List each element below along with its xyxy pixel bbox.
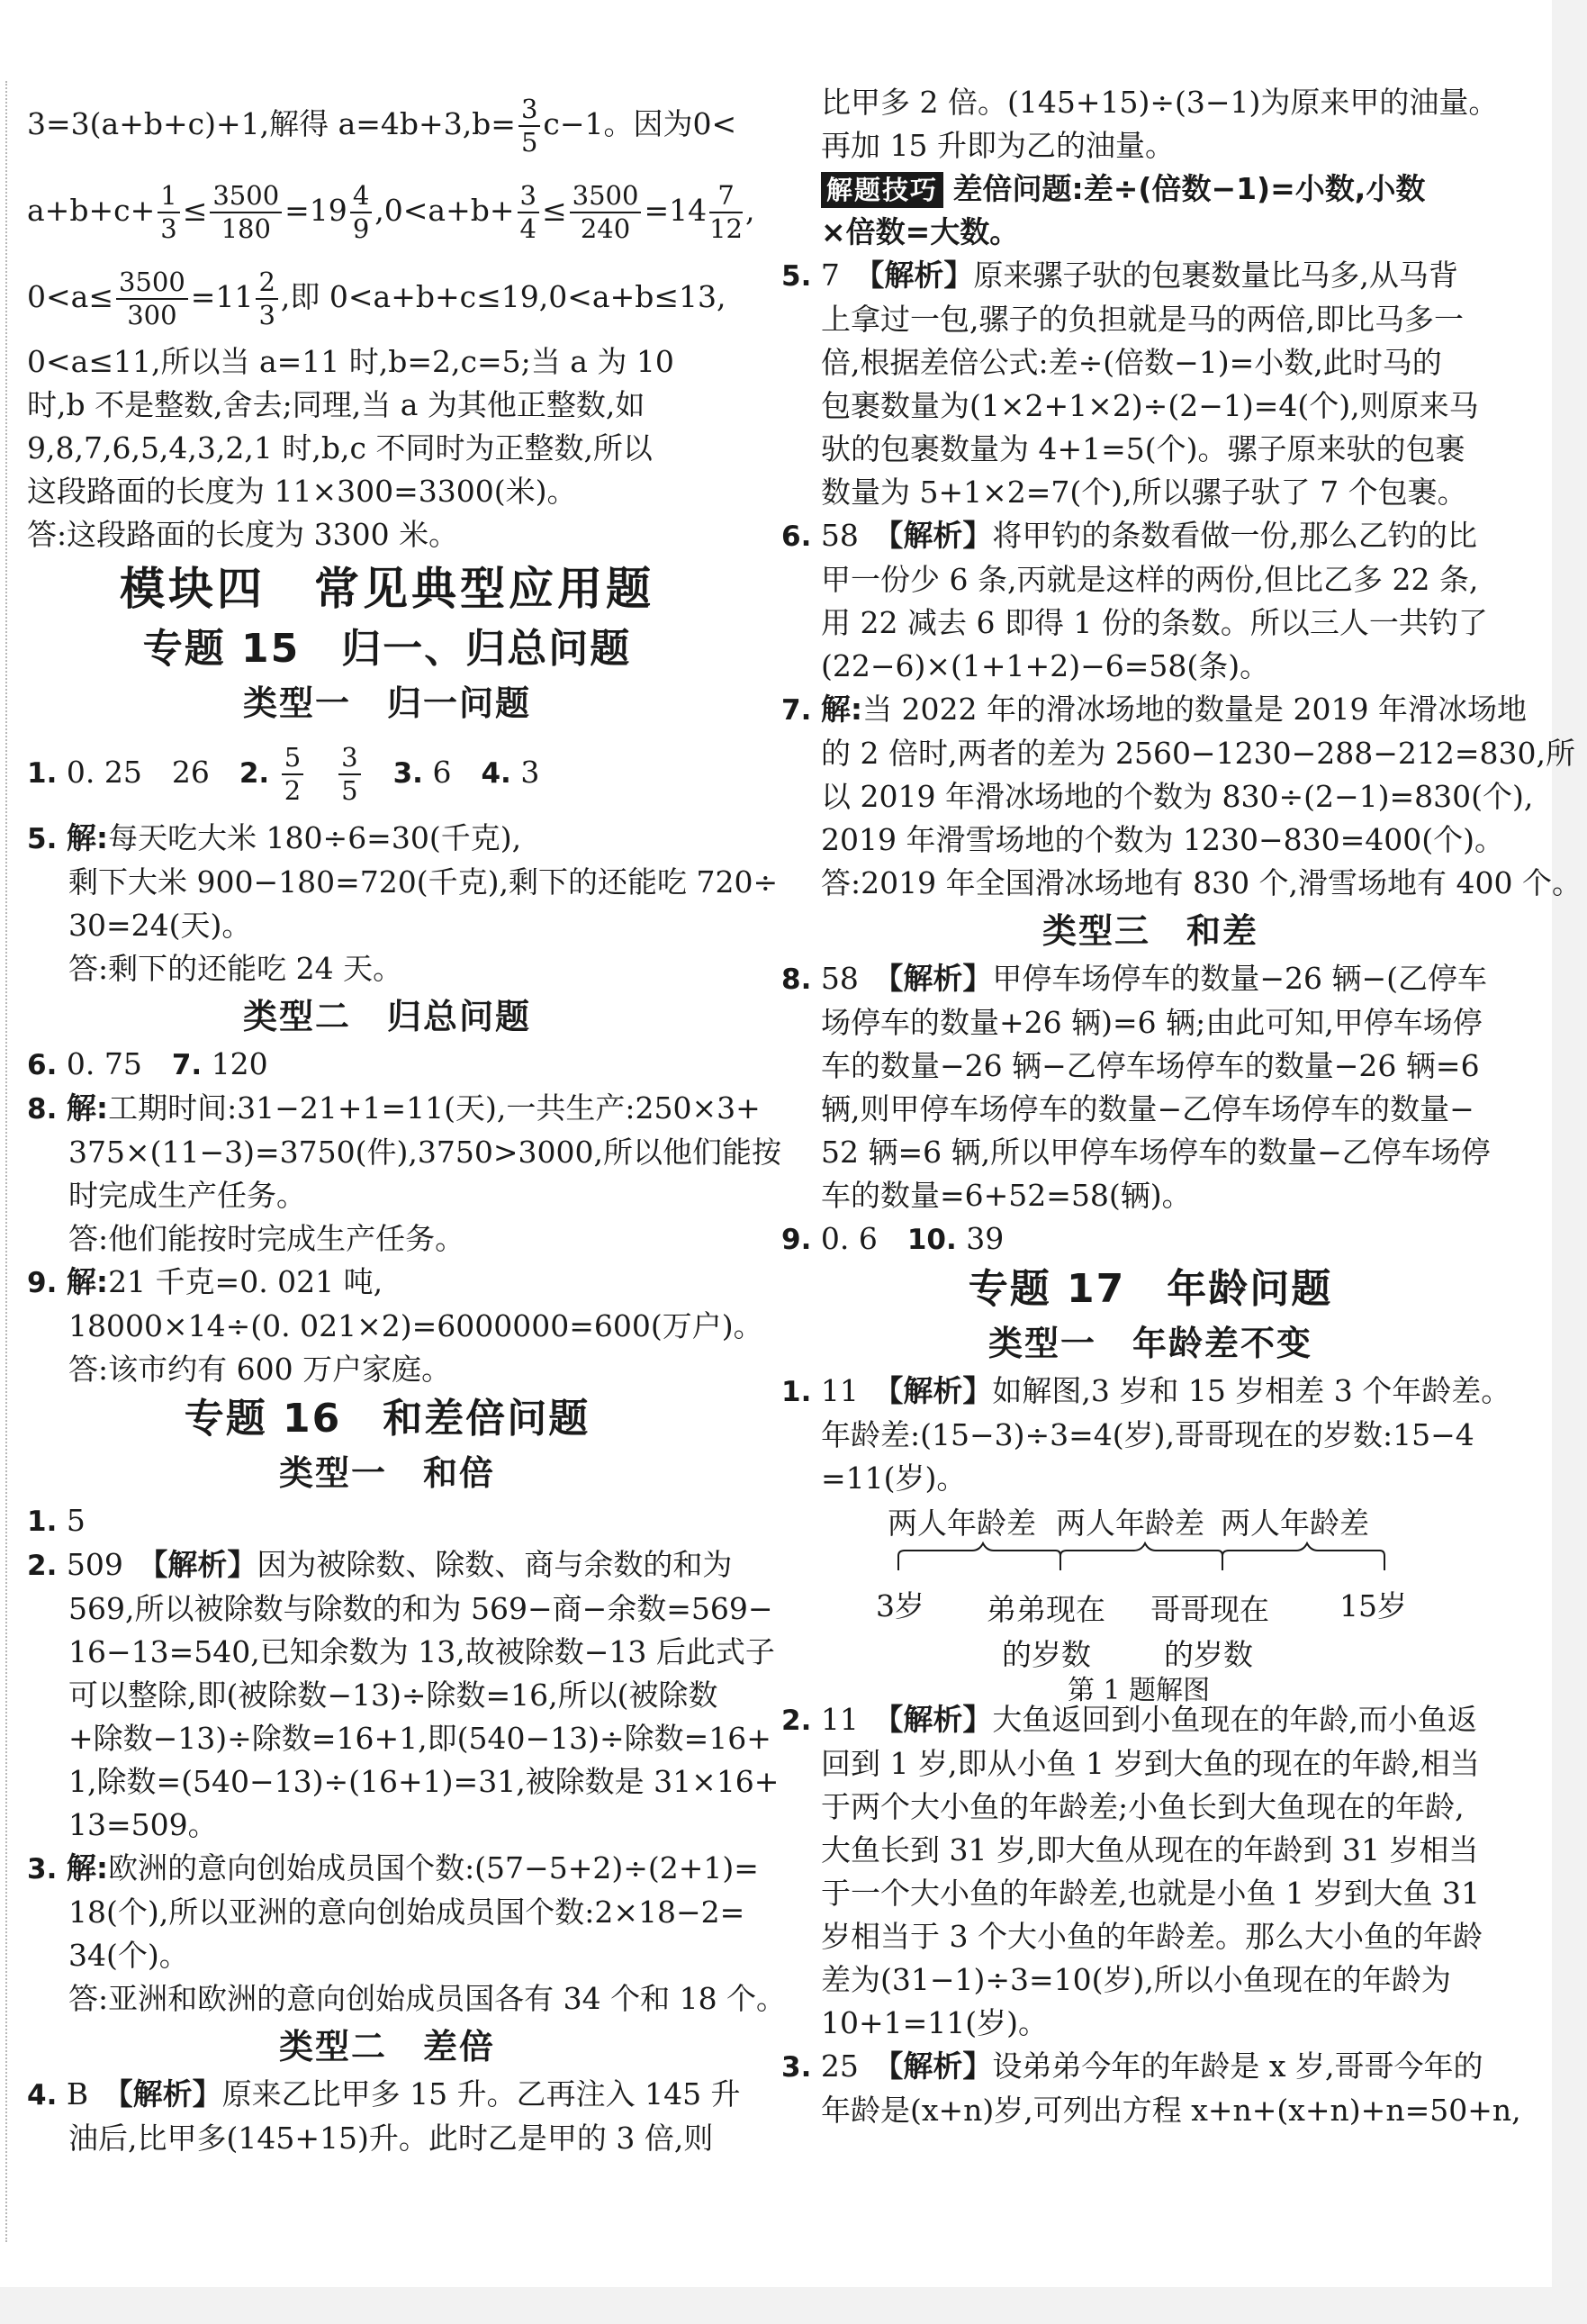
answer-line: 5. 解:每天吃大米 180÷6=30(千克), — [27, 820, 522, 855]
topic-title: 专题 15 归一、归总问题 — [142, 626, 632, 672]
older-brother-label: 的岁数 — [1164, 1637, 1253, 1672]
text-line: 差为(31−1)÷3=10(岁),所以小鱼现在的年龄为 — [821, 1962, 1451, 1997]
left-column — [27, 81, 787, 2160]
text-line: 9,8,7,6,5,4,3,2,1 时,b,c 不同时为正整数,所以 — [27, 430, 653, 466]
brace-label: 两人年龄差 — [1056, 1506, 1204, 1541]
text-line: 辆,则甲停车场停车的数量−乙停车场停车的数量− — [821, 1091, 1474, 1126]
tip-label: 解题技巧 — [821, 172, 943, 208]
type-heading: 类型三 和差 — [1041, 911, 1258, 951]
end-age-label: 15岁 — [1339, 1588, 1407, 1623]
text-line: 569,所以被除数与除数的和为 569−商−余数=569− — [68, 1591, 773, 1626]
text-line: 剩下大米 900−180=720(千克),剩下的还能吃 720÷ — [68, 864, 779, 900]
text-line: 30=24(天)。 — [68, 908, 252, 943]
brace-2 — [1060, 1543, 1222, 1570]
text-line: 2019 年滑雪场地的个数为 1230−830=400(个)。 — [821, 822, 1504, 857]
brace-1 — [898, 1543, 1060, 1570]
fraction: $\frac{3500}{300}$ — [116, 269, 188, 329]
text-line: 再加 15 升即为乙的油量。 — [821, 128, 1175, 163]
text-line: 倍,根据差倍公式:差÷(倍数−1)=小数,此时马的 — [821, 345, 1442, 380]
answer-line: 1. 0. 25 26 2. $\frac{5}{2}$ $\frac{3}{5}$ 3. 6 4. 3 — [27, 742, 540, 806]
text-line: 34(个)。 — [68, 1938, 189, 1973]
brace-label: 两人年龄差 — [888, 1506, 1036, 1541]
text-line: 大鱼长到 31 岁,即大鱼从现在的年龄到 31 岁相当 — [821, 1832, 1479, 1867]
text-line: 答:该市约有 600 万户家庭。 — [68, 1352, 452, 1387]
text-line: 数量为 5+1×2=7(个),所以骡子驮了 7 个包裹。 — [821, 475, 1467, 510]
text-line: 比甲多 2 倍。(145+15)÷(3−1)为原来甲的油量。 — [821, 85, 1499, 120]
text-line: 16−13=540,已知余数为 13,故被除数−13 后此式子 — [68, 1634, 775, 1669]
text-line: 0<a≤11,所以当 a=11 时,b=2,c=5;当 a 为 10 — [27, 344, 674, 379]
text-line: 上拿过一包,骡子的负担就是马的两倍,即比马多一 — [821, 302, 1464, 337]
text-line: 13=509。 — [68, 1807, 218, 1842]
text-line: 的 2 倍时,两者的差为 2560−1230−288−212=830,所 — [821, 736, 1575, 771]
text-line: 可以整除,即(被除数−13)÷除数=16,所以(被除数 — [68, 1677, 718, 1713]
text-line: 答:他们能按时完成生产任务。 — [68, 1221, 465, 1256]
fraction: $\frac{3}{5}$ — [518, 96, 540, 156]
answer-line: 6. 0. 75 7. 120 — [27, 1046, 268, 1081]
text-line: 10+1=11(岁)。 — [821, 2005, 1049, 2040]
answer-line: 1. 5 — [27, 1503, 86, 1538]
text-line: 于两个大小鱼的年龄差;小鱼长到大鱼现在的年龄, — [821, 1789, 1465, 1824]
fraction: $\frac{2}{3}$ — [256, 269, 277, 329]
text-line: 场停车的数量+26 辆)=6 辆;由此可知,甲停车场停 — [821, 1005, 1483, 1040]
text-line: 用 22 减去 6 即得 1 份的条数。所以三人一共钓了 — [821, 605, 1488, 640]
answer-line: 2. 11 【解析】大鱼返回到小鱼现在的年龄,而小鱼返 — [781, 1702, 1477, 1737]
module-title: 模块四 常见典型应用题 — [120, 563, 654, 615]
older-brother-label: 哥哥现在 — [1150, 1592, 1269, 1627]
brace-3 — [1222, 1543, 1384, 1570]
younger-brother-label: 弟弟现在 — [987, 1592, 1105, 1627]
fraction: $\frac{5}{2}$ — [282, 745, 303, 804]
answer-line: 9. 0. 6 10. 39 — [781, 1221, 1005, 1256]
text-line: 以 2019 年滑冰场地的个数为 830÷(2−1)=830(个), — [821, 779, 1534, 814]
text-line: +除数−13)÷除数=16+1,即(540−13)÷除数=16+ — [68, 1721, 771, 1756]
fraction: $\frac{3}{4}$ — [518, 183, 539, 242]
text-line: 包裹数量为(1×2+1×2)÷(2−1)=4(个),则原来马 — [821, 388, 1479, 423]
diagram-caption: 第 1 题解图 — [1068, 1675, 1211, 1706]
text-line: 时,b 不是整数,舍去;同理,当 a 为其他正整数,如 — [27, 387, 645, 422]
text-line: 年龄是(x+n)岁,可列出方程 x+n+(x+n)+n=50+n, — [821, 2093, 1521, 2128]
text-line: 甲一份少 6 条,丙就是这样的两份,但比乙多 22 条, — [821, 562, 1479, 597]
text-line: 年龄差:(15−3)÷3=4(岁),哥哥现在的岁数:15−4 — [821, 1417, 1474, 1452]
answer-line: 3. 解:欧洲的意向创始成员国个数:(57−5+2)÷(2+1)= — [27, 1850, 759, 1885]
answer-line: 4. B 【解析】原来乙比甲多 15 升。乙再注入 145 升 — [27, 2076, 741, 2111]
text-line: 答:亚洲和欧洲的意向创始成员国各有 34 个和 18 个。 — [68, 1981, 787, 2016]
answer-line: 5. 7 【解析】原来骡子驮的包裹数量比马多,从马背 — [781, 258, 1458, 293]
text-line: 车的数量−26 辆−乙停车场停车的数量−26 辆=6 — [821, 1048, 1480, 1083]
topic-title: 专题 16 和差倍问题 — [184, 1396, 591, 1442]
type-heading: 类型二 差倍 — [278, 2027, 495, 2066]
text-line: (22−6)×(1+1+2)−6=58(条)。 — [821, 648, 1270, 683]
fraction: $\frac{3500}{180}$ — [210, 183, 282, 242]
answer-line: 7. 解:当 2022 年的滑冰场地的数量是 2019 年滑冰场地 — [781, 692, 1527, 727]
text-line: =11(岁)。 — [821, 1460, 967, 1496]
answer-line: 6. 58 【解析】将甲钓的条数看做一份,那么乙钓的比 — [781, 518, 1477, 553]
text-line: 18000×14÷(0. 021×2)=6000000=600(万户)。 — [68, 1308, 763, 1343]
age-difference-diagram — [781, 1500, 1519, 1706]
text-line: 3=3(a+b+c)+1,解得 a=4b+3,b= $\frac{3}{5}$ c−1。因为0< — [27, 94, 737, 158]
topic-title: 专题 17 年龄问题 — [968, 1266, 1333, 1312]
answer-line: 2. 509 【解析】因为被除数、除数、商与余数的和为 — [27, 1547, 733, 1582]
text-line: 375×(11−3)=3750(件),3750>3000,所以他们能按 — [68, 1135, 781, 1170]
younger-brother-label: 的岁数 — [1002, 1637, 1091, 1672]
type-heading: 类型一 年龄差不变 — [987, 1324, 1312, 1363]
text-line: 驮的包裹数量为 4+1=5(个)。骡子原来驮的包裹 — [821, 431, 1465, 466]
right-column — [781, 81, 1582, 2132]
fraction: $\frac{3500}{240}$ — [570, 183, 642, 242]
text-line: 答:这段路面的长度为 3300 米。 — [27, 517, 459, 552]
text-line: 这段路面的长度为 11×300=3300(米)。 — [27, 474, 577, 509]
text-line: 答:2019 年全国滑冰场地有 830 个,滑雪场地有 400 个。 — [821, 865, 1582, 900]
fraction: $\frac{3}{5}$ — [338, 745, 360, 804]
text-line: a+b+c+ $\frac{1}{3}$ ≤ $\frac{3500}{180}$ =19 $\frac{4}{9}$ ,0<a+b+ $\frac{3}{4}$ ≤ $\frac{3500}{240}$ =14 $\frac{7}{12}$ , — [27, 180, 755, 244]
brace-label: 两人年龄差 — [1221, 1506, 1369, 1541]
type-heading: 类型一 和倍 — [278, 1453, 495, 1493]
text-line: 时完成生产任务。 — [68, 1178, 306, 1213]
answer-line: 3. 25 【解析】设弟弟今年的年龄是 x 岁,哥哥今年的 — [781, 2048, 1483, 2084]
answer-line: 8. 解:工期时间:31−21+1=11(天),一共生产:250×3+ — [27, 1090, 761, 1126]
text-line: 油后,比甲多(145+15)升。此时乙是甲的 3 倍,则 — [68, 2121, 714, 2156]
answer-line: 8. 58 【解析】甲停车场停车的数量−26 辆−(乙停车 — [781, 961, 1488, 996]
start-age-label: 3岁 — [876, 1588, 924, 1623]
answer-line: 9. 解:21 千克=0. 021 吨, — [27, 1264, 383, 1299]
tip-line: 解题技巧 差倍问题:差÷(倍数−1)=小数,小数 — [781, 167, 1519, 211]
fraction: $\frac{1}{3}$ — [158, 183, 179, 242]
text-line: 答:剩下的还能吃 24 天。 — [68, 951, 403, 986]
fraction: $\frac{7}{12}$ — [709, 180, 743, 244]
fraction: $\frac{4}{9}$ — [350, 183, 372, 242]
answer-line: 1. 11 【解析】如解图,3 岁和 15 岁相差 3 个年龄差。 — [781, 1373, 1511, 1408]
text-line: 1,除数=(540−13)÷(16+1)=31,被除数是 31×16+ — [68, 1764, 780, 1799]
text-line: 岁相当于 3 个大小鱼的年龄差。那么大小鱼的年龄 — [821, 1919, 1483, 1954]
text-line: 52 辆=6 辆,所以甲停车场停车的数量−乙停车场停 — [821, 1135, 1491, 1170]
tip-line: ×倍数=大数。 — [821, 214, 1020, 249]
text-line: 于一个大小鱼的年龄差,也就是小鱼 1 岁到大鱼 31 — [821, 1876, 1480, 1911]
text-line: 0<a≤ $\frac{3500}{300}$ =11 $\frac{2}{3}$ ,即 0<a+b+c≤19,0<a+b≤13, — [27, 267, 726, 330]
text-line: 18(个),所以亚洲的意向创始成员国个数:2×18−2= — [68, 1894, 745, 1930]
text-line: 车的数量=6+52=58(辆)。 — [821, 1178, 1192, 1213]
type-heading: 类型一 归一问题 — [242, 683, 531, 723]
type-heading: 类型二 归总问题 — [242, 997, 531, 1036]
text-line: 回到 1 岁,即从小鱼 1 岁到大鱼的现在的年龄,相当 — [821, 1746, 1480, 1781]
page-edge-divider — [5, 81, 7, 2242]
